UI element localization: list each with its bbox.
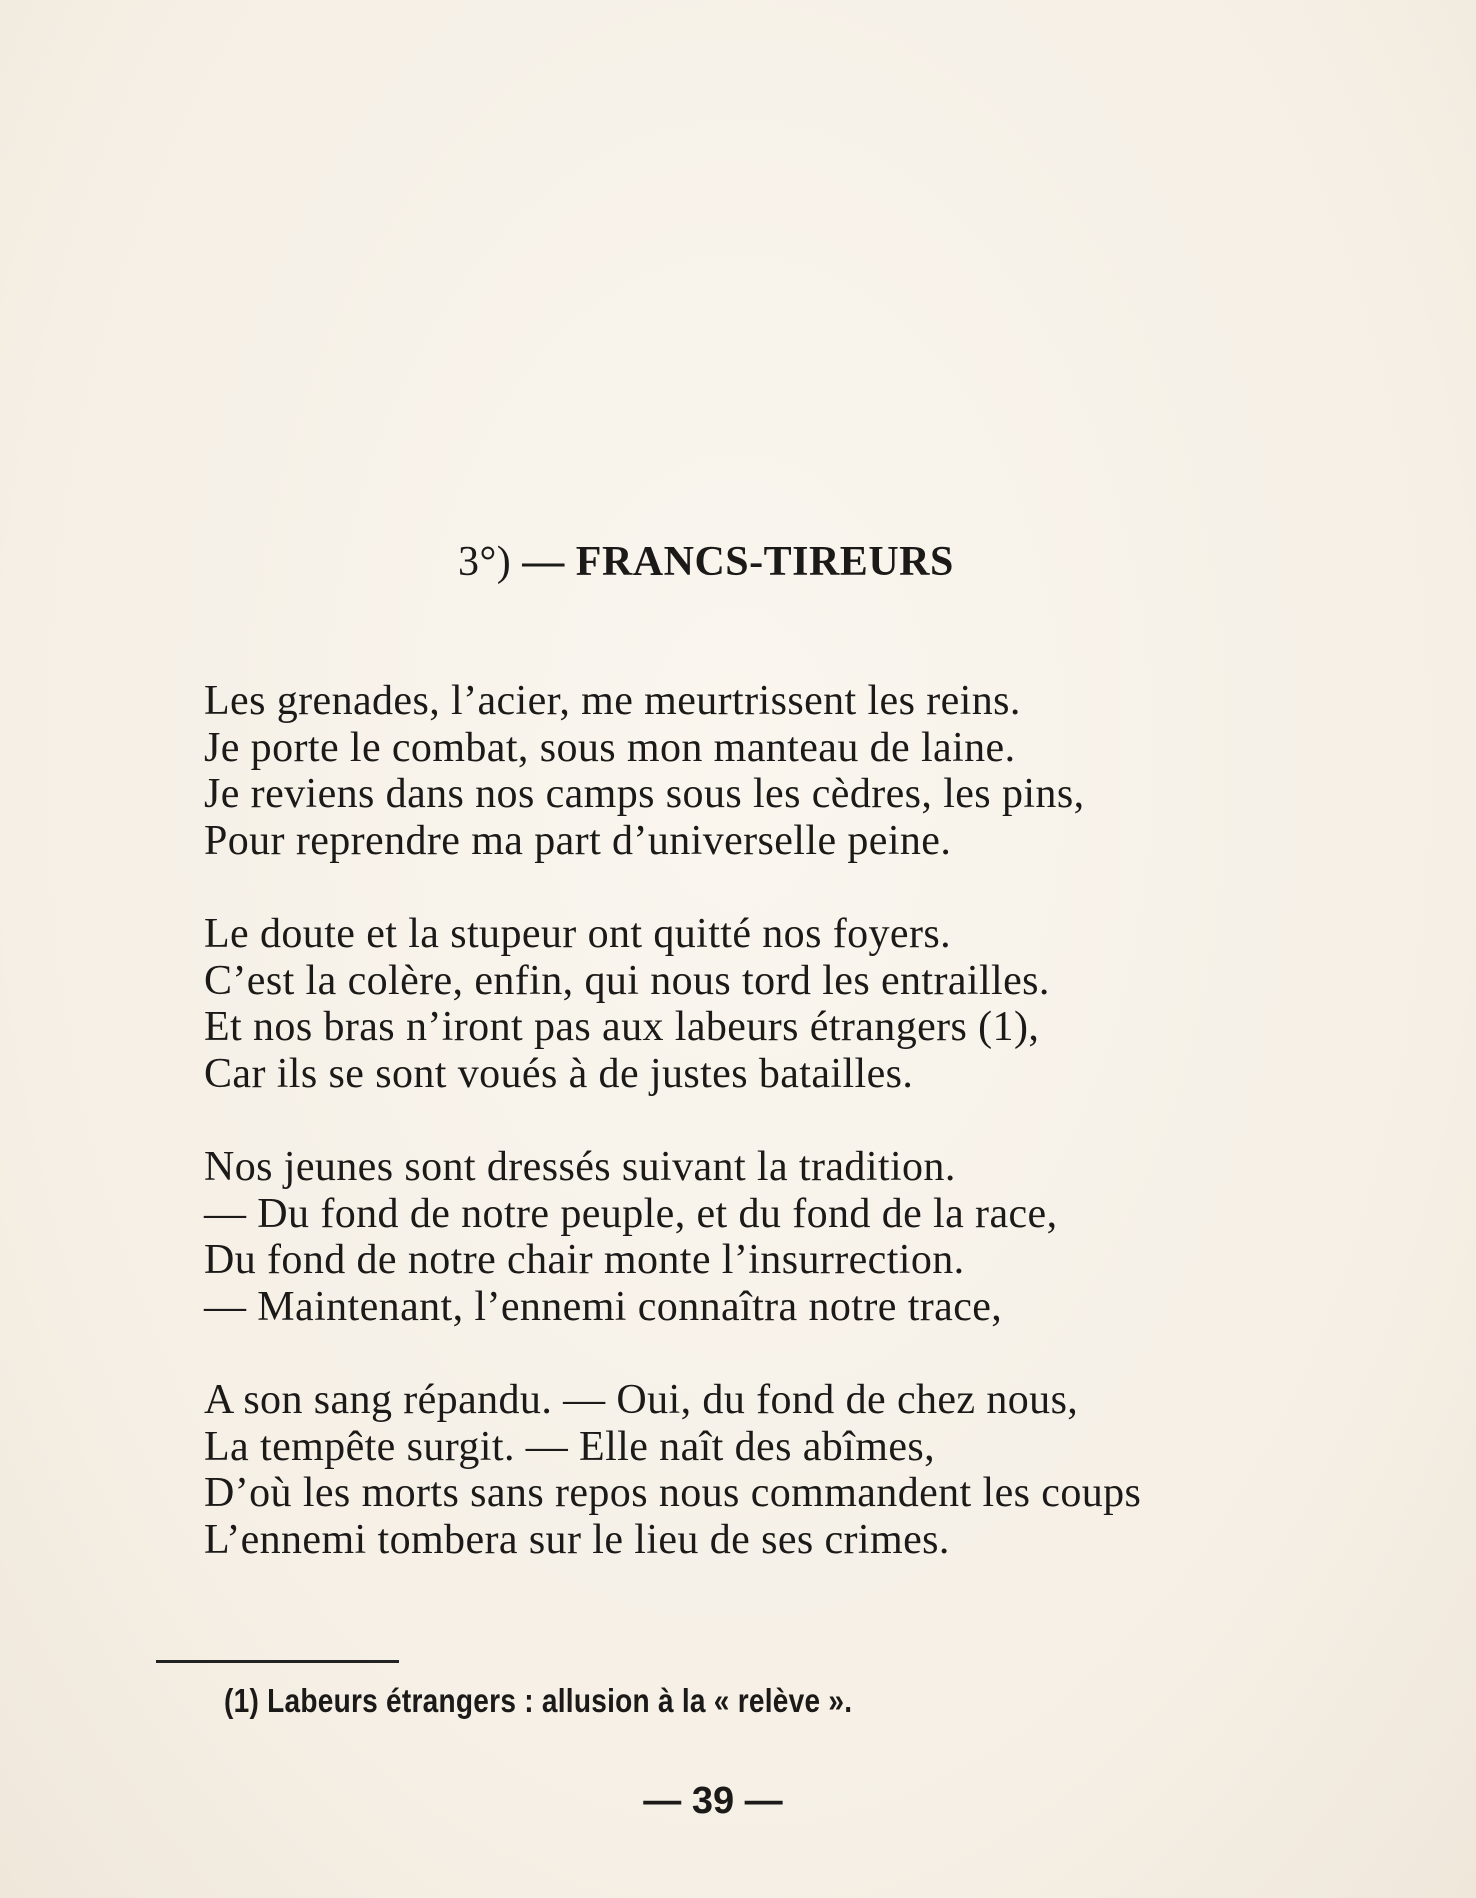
verse-line: Je porte le combat, sous mon manteau de laine. [204,724,1016,771]
poem-title-dash: — [522,539,565,585]
page-number [0,1780,1476,1823]
stanza-4 [204,1377,1344,1563]
poem-title [458,538,954,586]
verse-line: — Maintenant, l’ennemi connaîtra notre trace, [204,1283,1003,1330]
verse-line: Et nos bras n’iront pas aux labeurs étrangers (1), [204,1004,1040,1050]
verse-line: A son sang répandu. — Oui, du fond de chez nous, [204,1377,1079,1423]
verse-line: D’où les morts sans repos nous commandent les coups [204,1470,1142,1516]
verse-line: Les grenades, l’acier, me meurtrissent les reins. [204,678,1021,724]
verse-line: Le doute et la stupeur ont quitté nos foyers. [204,911,951,957]
stanza-3 [204,1144,1344,1330]
page-number-text: — 39 — [643,1780,783,1822]
poem-title-text: FRANCS-TIREURS [575,539,954,585]
stanza-1 [204,678,1344,864]
verse-line: Nos jeunes sont dressés suivant la tradition. [204,1144,956,1190]
verse-line: — Du fond de notre peuple, et du fond de la race, [204,1190,1058,1237]
poem-title-number: 3°) [458,539,512,585]
verse-line: Car ils se sont voués à de justes batailles. [204,1050,914,1097]
poem-body [204,678,1344,1563]
verse-line: La tempête surgit. — Elle naît des abîmes, [204,1423,936,1470]
verse-line: L’ennemi tombera sur le lieu de ses crimes. [204,1516,950,1563]
verse-line: Je reviens dans nos camps sous les cèdres, les pins, [204,771,1085,817]
footnote-divider [156,1660,399,1663]
verse-line: C’est la colère, enfin, qui nous tord les entrailles. [204,957,1050,1004]
verse-line: Du fond de notre chair monte l’insurrection. [204,1237,965,1283]
footnote: (1) Labeurs étrangers : allusion à la « relève ». [224,1682,853,1719]
verse-line: Pour reprendre ma part d’universelle peine. [204,817,952,864]
stanza-2 [204,911,1344,1097]
